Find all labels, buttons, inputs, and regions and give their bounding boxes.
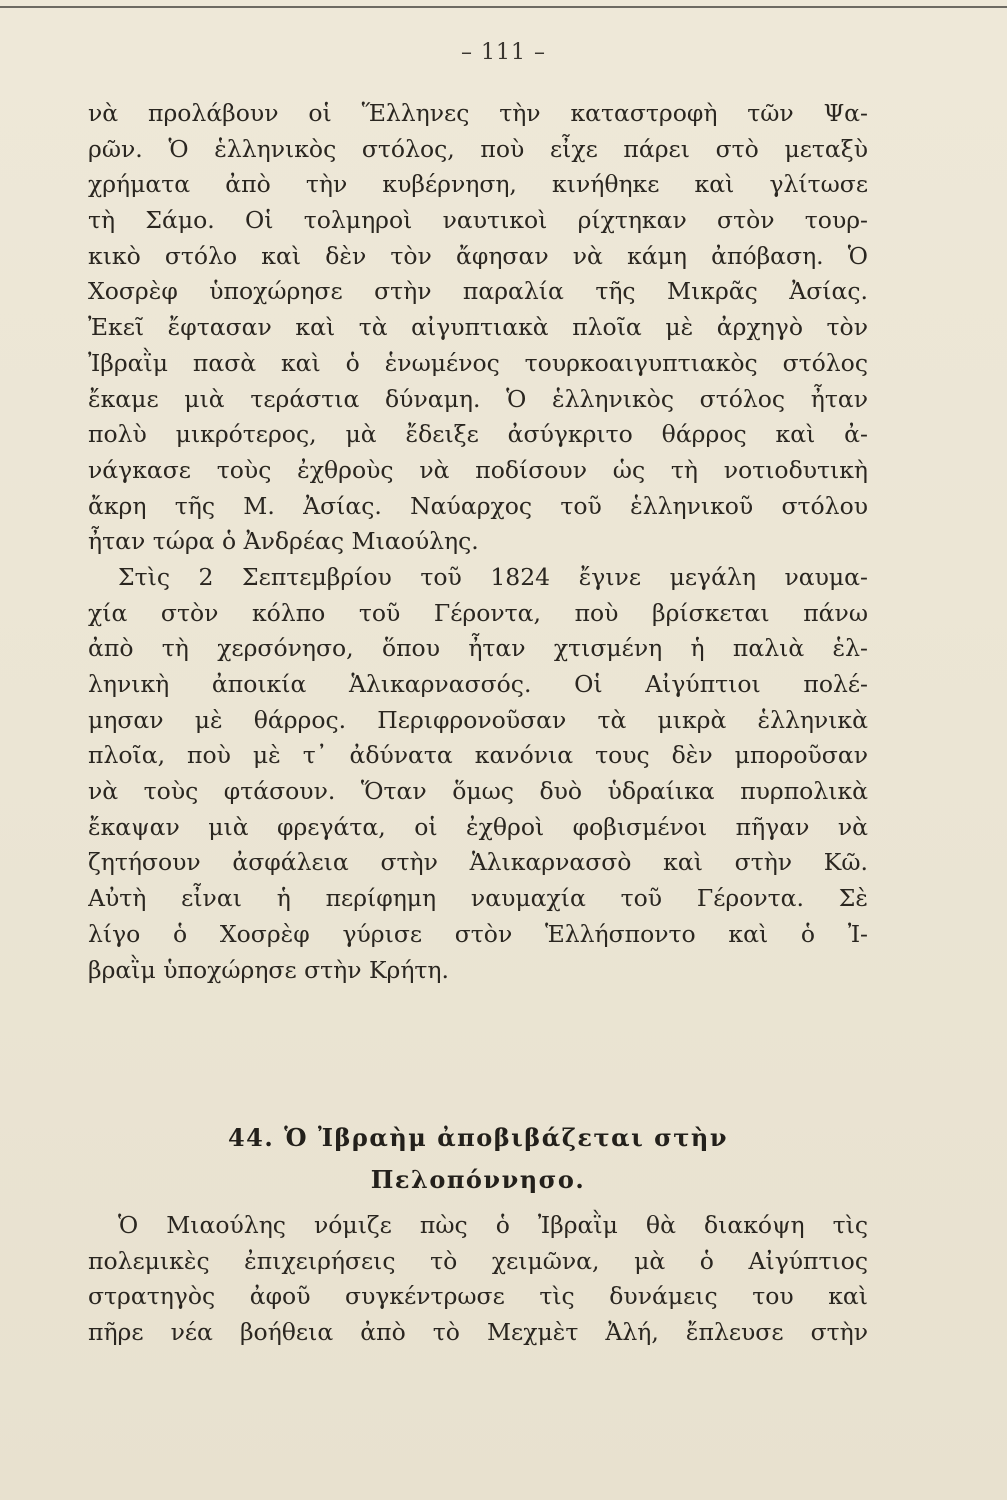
text-line: κικὸ στόλο καὶ δὲν τὸν ἄφησαν νὰ κάμη ἀπόβαση. Ὁ: [88, 241, 868, 270]
text-line: Ἐκεῖ ἔφτασαν καὶ τὰ αἰγυπτιακὰ πλοῖα μὲ ἀρχηγὸ τὸν: [88, 313, 868, 342]
text-line: ἦταν τώρα ὁ Ἀνδρέας Μιαούλης.: [88, 527, 479, 556]
body-text-lower: [88, 1208, 868, 1351]
text-line: μησαν μὲ θάρρος. Περιφρονοῦσαν τὰ μικρὰ ἑλληνικὰ: [88, 705, 868, 734]
text-line: στρατηγὸς ἀφοῦ συγκέντρωσε τὶς δυνάμεις του καὶ: [88, 1282, 868, 1311]
text-line: ληνικὴ ἀποικία Ἁλικαρνασσός. Οἱ Αἰγύπτιοι πολέ-: [88, 670, 868, 698]
text-line: τὴ Σάμο. Οἱ τολμηροὶ ναυτικοὶ ρίχτηκαν στὸν τουρ-: [88, 206, 868, 235]
section-heading: 44. Ὁ Ἰβραὴμ ἀποβιβάζεται στὴν: [227, 1123, 729, 1152]
text-line: ἄκρη τῆς Μ. Ἀσίας. Ναύαρχος τοῦ ἑλληνικοῦ στόλου: [88, 491, 868, 520]
text-line: ἀπὸ τὴ χερσόνησο, ὅπου ἦταν χτισμένη ἡ παλιὰ ἑλ-: [88, 634, 868, 663]
text-line: πολὺ μικρότερος, μὰ ἔδειξε ἀσύγκριτο θάρρος καὶ ἀ-: [88, 420, 868, 449]
text-line: ζητήσουν ἀσφάλεια στὴν Ἁλικαρνασσὸ καὶ στὴν Κῶ.: [88, 848, 868, 877]
text-line: ἔκαψαν μιὰ φρεγάτα, οἱ ἐχθροὶ φοβισμένοι πῆγαν νὰ: [88, 812, 868, 841]
text-line: νὰ προλάβουν οἱ Ἕλληνες τὴν καταστροφὴ τῶν Ψα-: [88, 99, 868, 127]
text-line: νάγκασε τοὺς ἐχθροὺς νὰ ποδίσουν ὡς τὴ νοτιοδυτικὴ: [88, 455, 868, 484]
text-line: πλοῖα, ποὺ μὲ τ᾿ ἀδύνατα κανόνια τους δὲν μποροῦσαν: [88, 741, 868, 770]
text-line: πῆρε νέα βοήθεια ἀπὸ τὸ Μεχμὲτ Ἀλή, ἔπλευσε στὴν: [88, 1318, 868, 1347]
text-line: πολεμικὲς ἐπιχειρήσεις τὸ χειμῶνα, μὰ ὁ Αἰγύπτιος: [88, 1246, 868, 1275]
top-edge-rule: [0, 6, 1007, 8]
body-text-upper: [88, 96, 868, 988]
text-line: βραῒμ ὑποχώρησε στὴν Κρήτη.: [88, 955, 449, 984]
text-line: Αὐτὴ εἶναι ἡ περίφημη ναυμαχία τοῦ Γέροντα. Σὲ: [88, 884, 868, 913]
text-line: Ὁ Μιαούλης νόμιζε πὼς ὁ Ἰβραῒμ θὰ διακόψη τὶς: [118, 1211, 868, 1239]
text-line: ρῶν. Ὁ ἑλληνικὸς στόλος, ποὺ εἶχε πάρει στὸ μεταξὺ: [88, 134, 868, 163]
section-heading-continued: Πελοπόννησο.: [370, 1165, 586, 1194]
page-number: – 111 –: [461, 40, 546, 65]
text-line: χία στὸν κόλπο τοῦ Γέροντα, ποὺ βρίσκεται πάνω: [88, 598, 868, 627]
text-line: Ἰβραῒμ πασὰ καὶ ὁ ἑνωμένος τουρκοαιγυπτιακὸς στόλος: [88, 348, 868, 377]
text-line: λίγο ὁ Χοσρὲφ γύρισε στὸν Ἑλλήσποντο καὶ ὁ Ἰ-: [88, 919, 868, 948]
text-line: Χοσρὲφ ὑποχώρησε στὴν παραλία τῆς Μικρᾶς Ἀσίας.: [88, 277, 868, 306]
text-line: ἔκαμε μιὰ τεράστια δύναμη. Ὁ ἑλληνικὸς στόλος ἦταν: [88, 384, 868, 413]
text-line: Στὶς 2 Σεπτεμβρίου τοῦ 1824 ἔγινε μεγάλη ναυμα-: [118, 562, 868, 591]
text-line: χρήματα ἀπὸ τὴν κυβέρνηση, κινήθηκε καὶ γλίτωσε: [88, 170, 868, 199]
text-line: νὰ τοὺς φτάσουν. Ὅταν ὅμως δυὸ ὑδραίικα πυρπολικὰ: [88, 777, 868, 806]
